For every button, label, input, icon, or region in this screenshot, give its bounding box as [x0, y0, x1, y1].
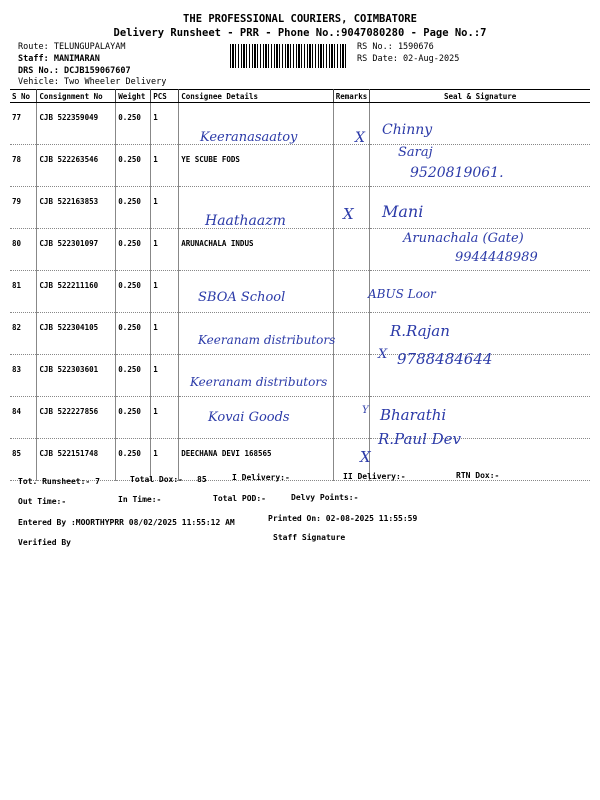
rtn-dox-label: RTN Dox:-: [456, 471, 500, 480]
row-weight: 0.250: [116, 439, 151, 481]
out-time-label: Out Time:-: [18, 497, 67, 506]
drs-label: DRS No.: DCJB159067607: [18, 66, 131, 76]
row-pcs: 1: [151, 271, 179, 313]
handwriting-signature-78: Saraj: [398, 145, 433, 160]
runsheet-subtitle: Delivery Runsheet - PRR - Phone No.:9047080280 - Page No.:7: [113, 27, 487, 39]
row-remarks: [333, 355, 370, 397]
row-pcs: 1: [151, 145, 179, 187]
ii-delivery-label: II Delivery:-: [343, 472, 406, 481]
row-weight: 0.250: [116, 187, 151, 229]
row-cno: CJB 522301097: [37, 229, 116, 271]
handwriting-consignee-83: Keeranam distributors: [190, 375, 328, 389]
row-remarks: [333, 313, 370, 355]
handwriting-phone-78: 9520819061.: [410, 165, 504, 181]
verified-by: Verified By: [18, 538, 71, 547]
company-title: THE PROFESSIONAL COURIERS, COIMBATORE: [183, 13, 417, 25]
row-consignee: DEECHANA DEVI 168565: [179, 439, 333, 481]
runsheet-table: [10, 89, 590, 481]
row-pcs: 1: [151, 313, 179, 355]
total-dox-value: 85: [197, 475, 207, 484]
rs-date-label: RS Date: 02-Aug-2025: [357, 54, 460, 64]
handwriting-signature-82: R.Rajan: [390, 322, 450, 340]
handwriting-signature-79: Mani: [382, 202, 424, 221]
row-cno: CJB 522263546: [37, 145, 116, 187]
handwriting-signature-85: R.Paul Dev: [378, 430, 462, 448]
row-sno: 79: [10, 187, 37, 229]
row-cno: CJB 522303601: [37, 355, 116, 397]
remark-x-mark: X: [360, 448, 371, 466]
col-consignment: Consignment No: [37, 90, 116, 103]
delvy-points-label: Delvy Points:-: [291, 493, 359, 502]
row-consignee: ARUNACHALA INDUS: [179, 229, 333, 271]
row-cno: CJB 522151748: [37, 439, 116, 481]
row-remarks: [333, 397, 370, 439]
handwriting-consignee-84: Kovai Goods: [208, 410, 290, 425]
row-sno: 81: [10, 271, 37, 313]
row-sno: 85: [10, 439, 37, 481]
row-weight: 0.250: [116, 145, 151, 187]
row-weight: 0.250: [116, 355, 151, 397]
total-dox-label: Total Dox:-: [130, 475, 183, 484]
col-sno: S No: [10, 90, 37, 103]
row-cno: CJB 522211160: [37, 271, 116, 313]
col-weight: Weight: [116, 90, 151, 103]
rs-no-label: RS No.: 1590676: [357, 42, 434, 52]
row-sno: 84: [10, 397, 37, 439]
row-weight: 0.250: [116, 313, 151, 355]
route-label: Route: TELUNGUPALAYAM: [18, 42, 126, 52]
table-row: [10, 103, 590, 145]
row-weight: 0.250: [116, 271, 151, 313]
row-sno: 80: [10, 229, 37, 271]
row-pcs: 1: [151, 229, 179, 271]
row-pcs: 1: [151, 397, 179, 439]
row-weight: 0.250: [116, 103, 151, 145]
staff-label: Staff: MANIMARAN: [18, 54, 100, 64]
row-pcs: 1: [151, 187, 179, 229]
handwriting-consignee-81: SBOA School: [198, 290, 286, 305]
remark-x-mark: X: [355, 130, 365, 146]
row-sno: 83: [10, 355, 37, 397]
tot-runsheet: Tot. Runsheet:- 7: [18, 477, 100, 486]
row-weight: 0.250: [116, 229, 151, 271]
handwriting-signature-81: ABUS Loor: [368, 287, 436, 301]
row-sno: 82: [10, 313, 37, 355]
handwriting-signature-77: Chinny: [382, 122, 433, 138]
handwriting-consignee-82: Keeranam distributors: [198, 333, 336, 347]
col-signature: Seal & Signature: [370, 90, 590, 103]
vehicle-label: Vehicle: Two Wheeler Delivery: [18, 77, 167, 87]
table-row: [10, 397, 590, 439]
barcode-icon: [230, 44, 348, 68]
row-remarks: [333, 271, 370, 313]
in-time-label: In Time:-: [118, 495, 162, 504]
col-remarks: Remarks: [333, 90, 370, 103]
handwriting-phone-82: 9788484644: [397, 350, 493, 368]
row-cno: CJB 522359049: [37, 103, 116, 145]
row-sno: 77: [10, 103, 37, 145]
remark-x-mark: X: [343, 205, 354, 223]
entered-by: Entered By :MOORTHYPRR 08/02/2025 11:55:12 AM: [18, 518, 235, 527]
table-header-row: [10, 90, 590, 103]
row-remarks: [333, 145, 370, 187]
printed-on: Printed On: 02-08-2025 11:55:59: [268, 514, 418, 523]
table-row: [10, 271, 590, 313]
i-delivery-label: I Delivery:-: [232, 473, 290, 482]
total-pod-label: Total POD:-: [213, 494, 266, 503]
handwriting-consignee-77: Keeranasaatoy: [200, 130, 298, 145]
row-sno: 78: [10, 145, 37, 187]
col-pcs: PCS: [151, 90, 179, 103]
remark-y-mark: Y: [362, 405, 369, 416]
row-cno: CJB 522304105: [37, 313, 116, 355]
handwriting-consignee-79: Haathaazm: [205, 213, 286, 229]
handwriting-signature-84: Bharathi: [380, 406, 447, 424]
row-pcs: 1: [151, 439, 179, 481]
row-cno: CJB 522163853: [37, 187, 116, 229]
handwriting-phone-80: 9944448989: [455, 250, 538, 265]
handwriting-signature-80: Arunachala (Gate): [403, 231, 524, 246]
row-cno: CJB 522227856: [37, 397, 116, 439]
table-row: [10, 187, 590, 229]
row-pcs: 1: [151, 103, 179, 145]
row-weight: 0.250: [116, 397, 151, 439]
col-consignee: Consignee Details: [179, 90, 333, 103]
table-row: [10, 439, 590, 481]
remark-x-mark: X: [378, 347, 388, 362]
row-remarks: [333, 229, 370, 271]
staff-signature: Staff Signature: [273, 533, 346, 542]
row-consignee: YE SCUBE FODS: [179, 145, 333, 187]
row-pcs: 1: [151, 355, 179, 397]
